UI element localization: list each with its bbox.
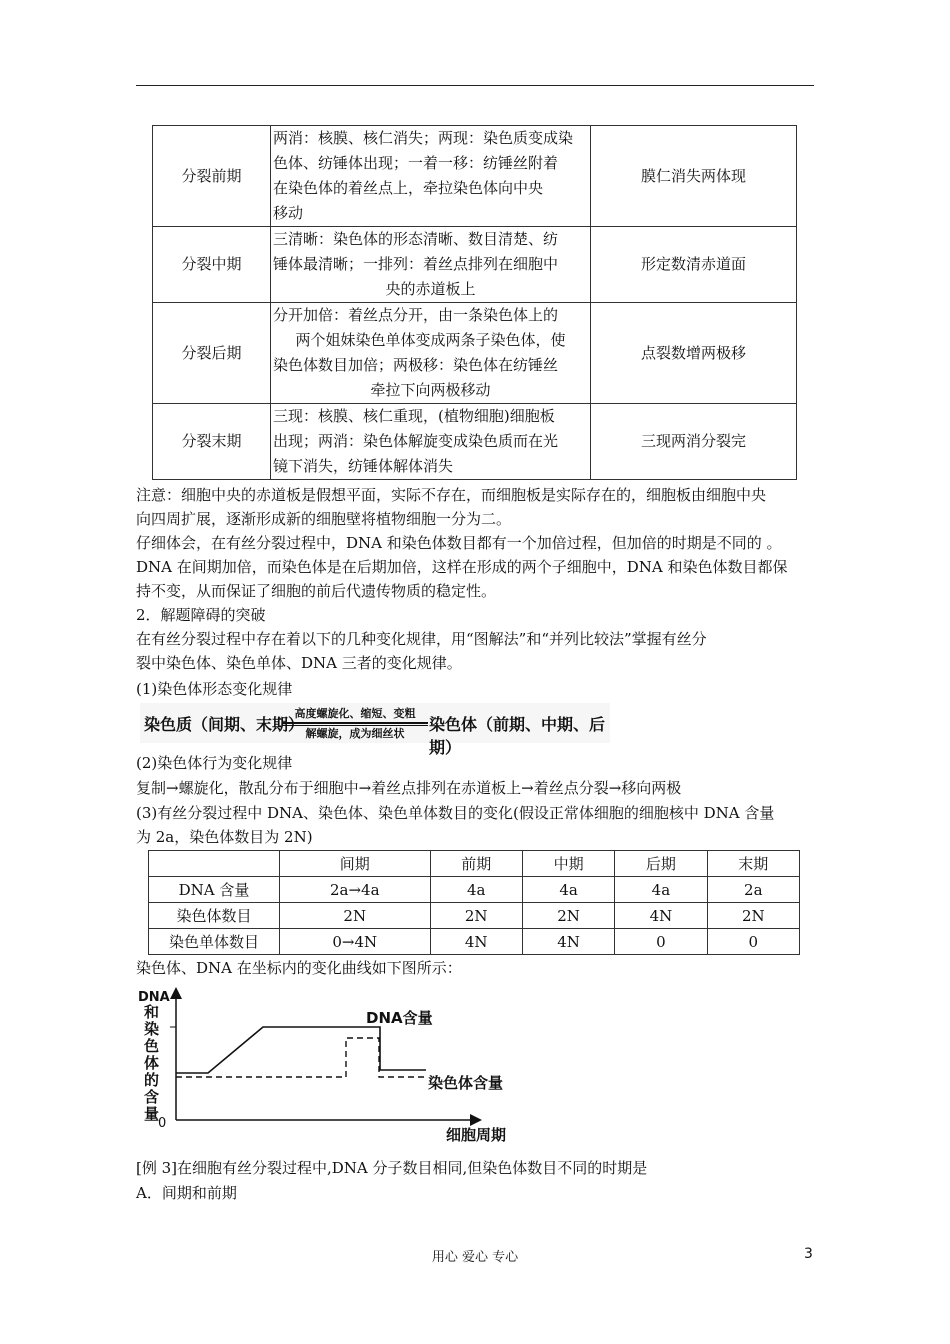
svg-text:染: 染 <box>144 1020 160 1038</box>
stage-row <box>153 126 797 227</box>
column-header <box>149 851 280 877</box>
description-line: 染色体数目加倍；两极移：染色体在纺锤丝 <box>273 356 559 374</box>
table-cell: 0 <box>707 929 799 955</box>
svg-text:量: 量 <box>144 1105 160 1123</box>
svg-text:体: 体 <box>144 1054 160 1072</box>
table-cell: 4N <box>430 929 522 955</box>
dna-series-label: DNA含量 <box>366 1009 433 1027</box>
description-line: 在染色体的着丝点上，牵拉染色体向中央 <box>273 179 544 197</box>
row-label: DNA 含量 <box>149 877 280 903</box>
row-label: 染色单体数目 <box>149 929 280 955</box>
svg-text:色: 色 <box>144 1037 160 1055</box>
y-axis-label-vertical <box>143 1003 159 1123</box>
item3-heading: (3)有丝分裂过程中 DNA、染色体、染色单体数目的变化(假设正常体细胞的细胞核中 DNA 含量 为 2a，染色体数目为 2N) <box>136 804 775 846</box>
description-line: 锤体最清晰；一排列：着丝点排列在细胞中 <box>273 255 559 273</box>
table-cell: 2N <box>707 903 799 929</box>
description-line: 镜下消失，纺锤体解体消失 <box>273 457 454 475</box>
table-cell: 4a <box>522 877 614 903</box>
stage-description <box>271 303 591 404</box>
description-line: 两消：核膜、核仁消失；两现：染色质变成染 <box>273 129 574 147</box>
description-line: 分开加倍：着丝点分开，由一条染色体上的 <box>273 306 559 324</box>
count-table <box>148 850 800 955</box>
description-line: 色体、纺锤体出现；一着一移：纺锤丝附着 <box>273 154 559 172</box>
stage-mnemonic: 膜仁消失两体现 <box>591 126 797 227</box>
table-cell: 4a <box>430 877 522 903</box>
example-question: [例 3]在细胞有丝分裂过程中,DNA 分子数目相同,但染色体数目不同的时期是 <box>136 1159 648 1177</box>
svg-text:和: 和 <box>144 1003 160 1021</box>
y-axis-label: DNA <box>138 990 170 1005</box>
table-cell: 4a <box>615 877 707 903</box>
item1-heading: (1)染色体形态变化规律 <box>136 680 293 698</box>
table-cell: 0 <box>615 929 707 955</box>
stage-mnemonic: 形定数清赤道面 <box>591 227 797 303</box>
description-line: 移动 <box>273 204 304 222</box>
note-paragraph: 注意：细胞中央的赤道板是假想平面，实际不存在，而细胞板是实际存在的，细胞板由细胞中央 向四周扩展，逐渐形成新的细胞壁将植物细胞一分为二。 <box>136 486 767 528</box>
header-row <box>149 851 800 877</box>
stage-row <box>153 404 797 480</box>
table-cell: 2N <box>522 903 614 929</box>
equation-lhs: 染色质（间期、末期） <box>144 715 305 734</box>
intro-paragraph: 在有丝分裂过程中存在着以下的几种变化规律，用“图解法”和“并列比较法”掌握有丝分 裂中染色体、染色单体、DNA 三者的变化规律。 <box>136 630 707 672</box>
description-line: 三现：核膜、核仁重现，(植物细胞)细胞板 <box>273 407 555 425</box>
description-line: 两个姐妹染色单体变成两条子染色体，使 <box>295 331 566 349</box>
page-number: 3 <box>804 1246 813 1262</box>
stage-name: 分裂末期 <box>153 404 271 480</box>
equation-bottom: 解螺旋，成为细丝状 <box>305 727 405 740</box>
description-line: 三清晰：染色体的形态清晰、数目清楚、纺 <box>273 230 559 248</box>
table-cell: 2a→4a <box>280 877 431 903</box>
table-cell: 2N <box>280 903 431 929</box>
equation-top: 高度螺旋化、缩短、变粗 <box>294 707 416 720</box>
stage-name: 分裂前期 <box>153 126 271 227</box>
stage-row <box>153 303 797 404</box>
header-rule <box>136 85 814 86</box>
chromosome-series-label: 染色体含量 <box>428 1074 504 1092</box>
table-row <box>149 929 800 955</box>
table-row <box>149 877 800 903</box>
option-a: A．间期和前期 <box>136 1184 237 1202</box>
equation-rhs: 染色体（前期、中期、后期） <box>429 715 606 757</box>
table-row <box>149 903 800 929</box>
column-header: 中期 <box>522 851 614 877</box>
stage-description <box>271 404 591 480</box>
description-line: 央的赤道板上 <box>385 280 476 298</box>
detail-paragraph: 仔细体会，在有丝分裂过程中，DNA 和染色体数目都有一个加倍过程，但加倍的时期是不同的 。 DNA 在间期加倍，而染色体是在后期加倍，这样在形成的两个子细胞中，DNA 和染色体数目都保 持不变，从而保证了细胞的前后代遗传物质的稳定性。 <box>136 534 788 600</box>
mitosis-stage-table <box>152 125 797 480</box>
figure-caption: 染色体、DNA 在坐标内的变化曲线如下图所示： <box>136 959 462 977</box>
table-cell: 4N <box>522 929 614 955</box>
column-header: 末期 <box>707 851 799 877</box>
row-label: 染色体数目 <box>149 903 280 929</box>
dna-chromosome-chart <box>136 985 536 1150</box>
behavior-text: 复制→螺旋化，散乱分布于细胞中→着丝点排列在赤道板上→着丝点分裂→移向两极 <box>136 779 682 797</box>
chromatin-equation <box>140 703 610 757</box>
description-line: 牵拉下向两极移动 <box>370 381 491 399</box>
stage-description <box>271 126 591 227</box>
section-heading: 2．解题障碍的突破 <box>136 606 266 624</box>
stage-name: 分裂中期 <box>153 227 271 303</box>
svg-text:的: 的 <box>144 1071 160 1089</box>
equation-arrow-right <box>282 722 428 724</box>
description-line: 出现；两消：染色体解旋变成染色质而在光 <box>273 432 559 450</box>
column-header: 前期 <box>430 851 522 877</box>
origin-label: 0 <box>158 1116 167 1131</box>
table-cell: 2a <box>707 877 799 903</box>
stage-row <box>153 227 797 303</box>
stage-mnemonic: 点裂数增两极移 <box>591 303 797 404</box>
svg-text:含: 含 <box>144 1088 160 1106</box>
stage-description <box>271 227 591 303</box>
column-header: 后期 <box>615 851 707 877</box>
x-axis-label: 细胞周期 <box>446 1126 507 1144</box>
table-cell: 4N <box>615 903 707 929</box>
item2-heading: (2)染色体行为变化规律 <box>136 754 293 772</box>
page-footer: 用心 爱心 专心 <box>431 1250 519 1265</box>
table-cell: 2N <box>430 903 522 929</box>
chromosome-line <box>176 1038 426 1077</box>
table-cell: 0→4N <box>280 929 431 955</box>
stage-name: 分裂后期 <box>153 303 271 404</box>
stage-mnemonic: 三现两消分裂完 <box>591 404 797 480</box>
column-header: 间期 <box>280 851 431 877</box>
dna-line <box>176 1027 426 1073</box>
